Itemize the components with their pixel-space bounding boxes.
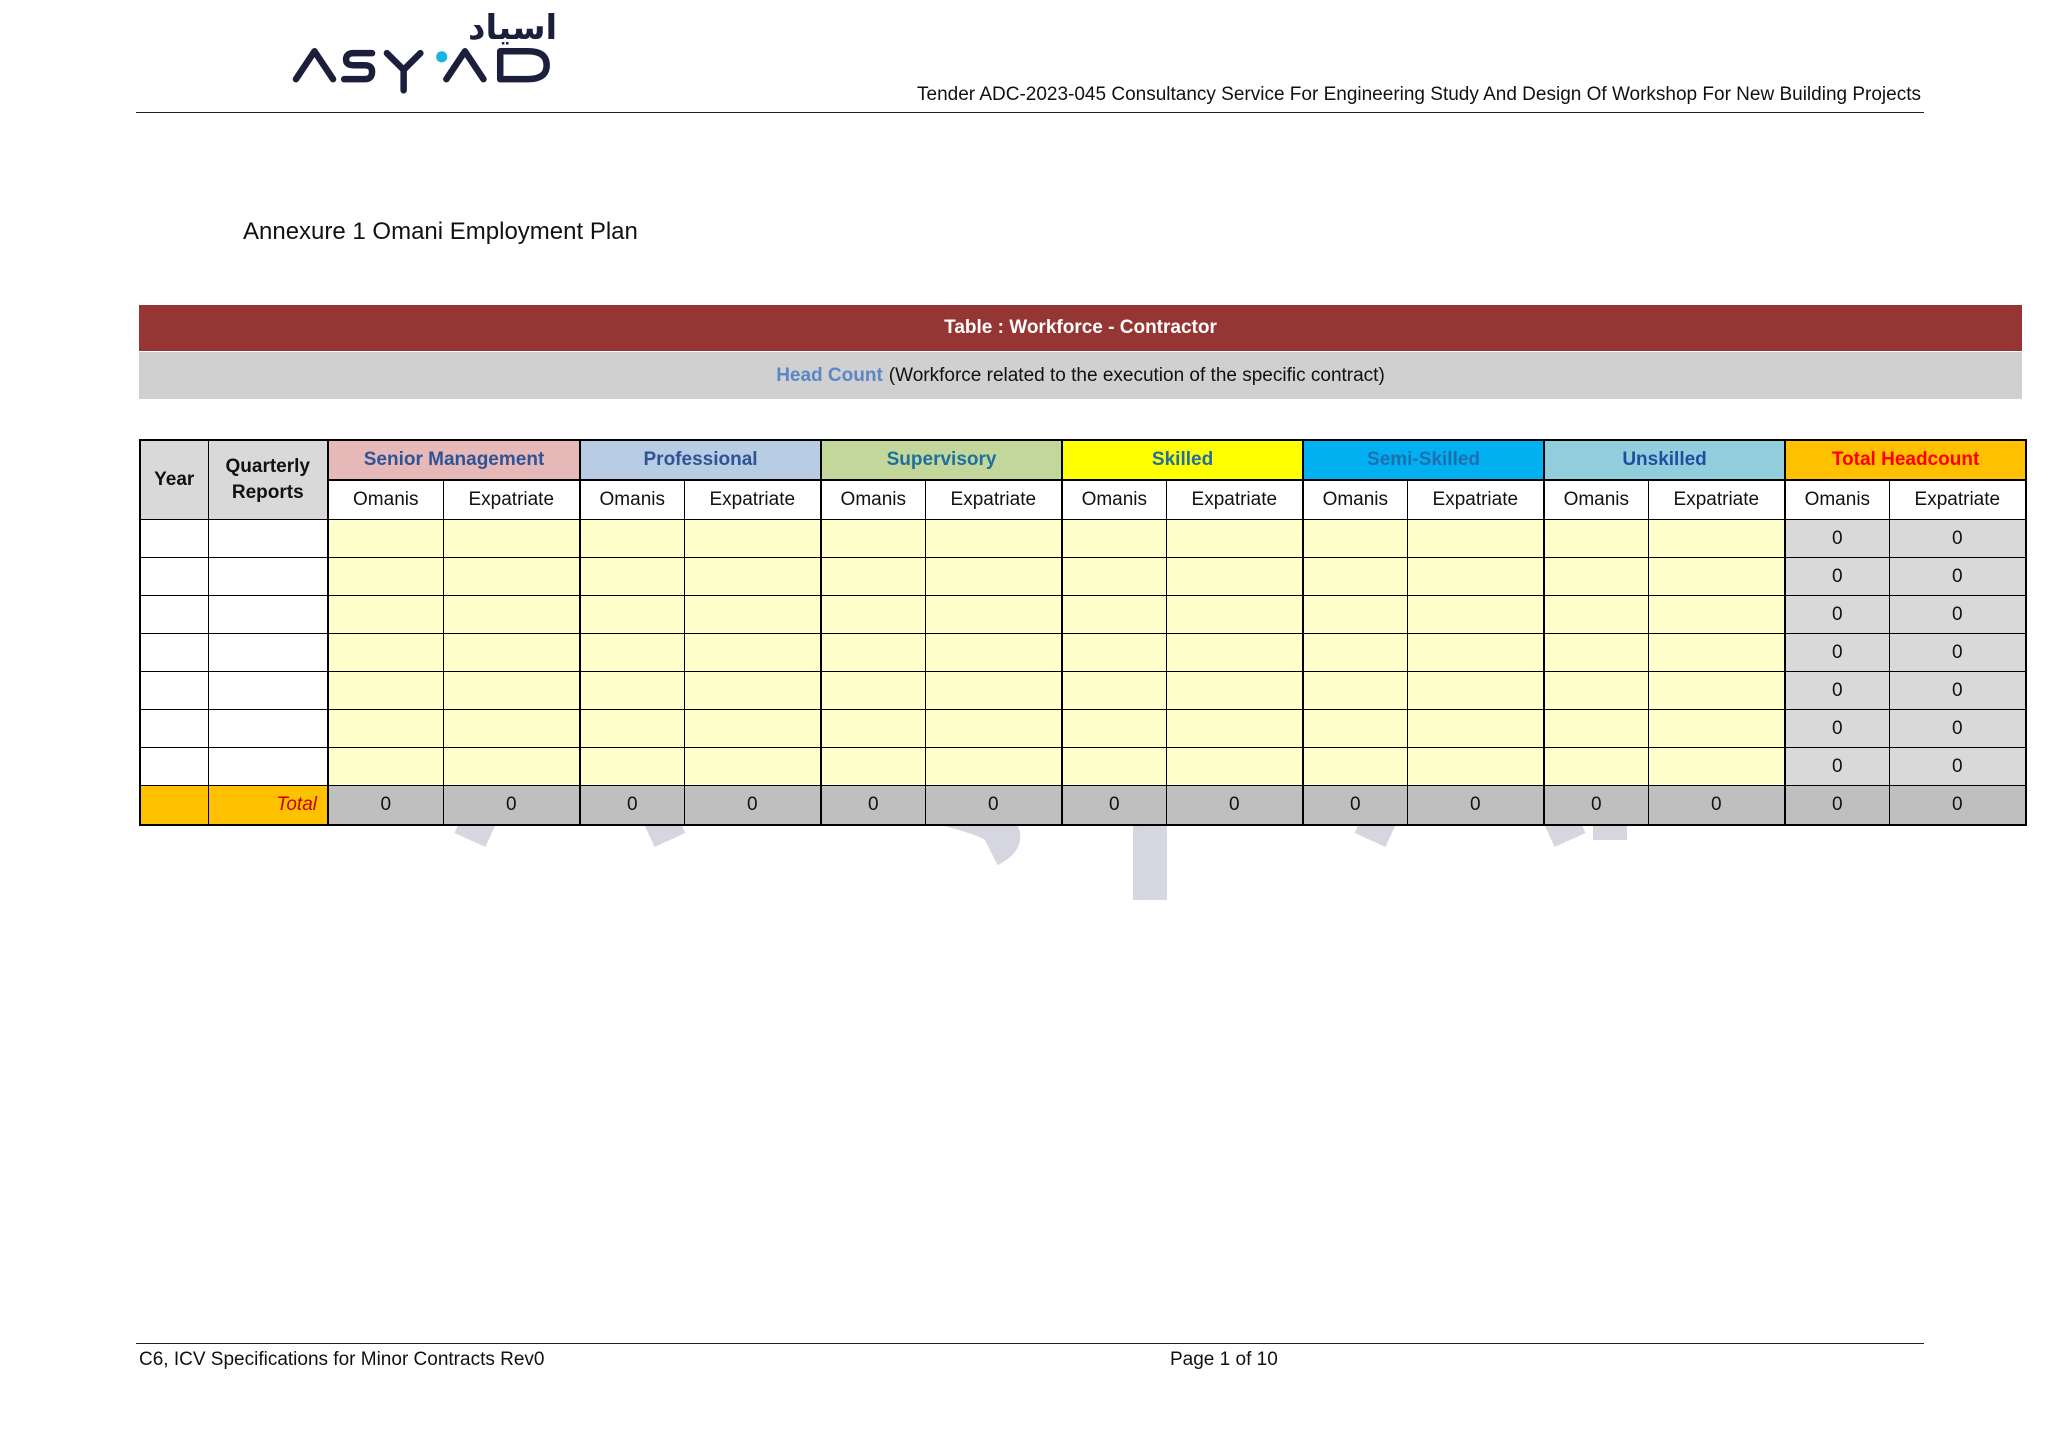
total-row-label: Total (208, 786, 328, 826)
omanis-input-cell[interactable] (821, 710, 925, 748)
omanis-input-cell[interactable] (821, 748, 925, 786)
subheader-expatriate: Expatriate (1166, 480, 1303, 520)
omanis-input-cell[interactable] (1544, 520, 1648, 558)
footer-page-number: Page 1 of 10 (1170, 1349, 1278, 1370)
group-header-unskilled: Unskilled (1544, 440, 1785, 480)
expatriate-input-cell[interactable] (1648, 710, 1785, 748)
table-row (140, 596, 2026, 634)
expatriate-input-cell[interactable] (443, 634, 580, 672)
year-cell[interactable] (140, 596, 208, 634)
table-row (140, 710, 2026, 748)
table-row (140, 520, 2026, 558)
omanis-input-cell[interactable] (328, 672, 443, 710)
expatriate-input-cell[interactable] (925, 634, 1062, 672)
total-expatriate-cell: 0 (1889, 748, 2026, 786)
expatriate-input-cell[interactable] (684, 710, 821, 748)
omanis-input-cell[interactable] (580, 672, 684, 710)
subheader-expatriate: Expatriate (443, 480, 580, 520)
expatriate-input-cell[interactable] (925, 520, 1062, 558)
omanis-input-cell[interactable] (1303, 596, 1407, 634)
expatriate-input-cell[interactable] (1407, 634, 1544, 672)
expatriate-input-cell[interactable] (1166, 634, 1303, 672)
omanis-input-cell[interactable] (1303, 558, 1407, 596)
expatriate-input-cell[interactable] (1407, 596, 1544, 634)
omanis-input-cell[interactable] (1062, 748, 1166, 786)
omanis-input-cell[interactable] (580, 520, 684, 558)
total-omanis-cell: 0 (1785, 520, 1889, 558)
omanis-input-cell[interactable] (1062, 672, 1166, 710)
total-expatriate-value: 0 (1166, 786, 1303, 826)
omanis-input-cell[interactable] (328, 710, 443, 748)
expatriate-input-cell[interactable] (684, 634, 821, 672)
subheader-expatriate: Expatriate (1889, 480, 2026, 520)
expatriate-input-cell[interactable] (1648, 596, 1785, 634)
expatriate-input-cell[interactable] (684, 520, 821, 558)
omanis-input-cell[interactable] (1062, 558, 1166, 596)
omanis-input-cell[interactable] (1062, 710, 1166, 748)
total-row (140, 786, 2026, 826)
total-omanis-value: 0 (1785, 786, 1889, 826)
table-row (140, 672, 2026, 710)
total-expatriate-cell: 0 (1889, 596, 2026, 634)
total-omanis-cell: 0 (1785, 596, 1889, 634)
omanis-input-cell[interactable] (1303, 520, 1407, 558)
subheader-row (140, 480, 2026, 520)
expatriate-input-cell[interactable] (1407, 710, 1544, 748)
omanis-input-cell[interactable] (580, 710, 684, 748)
total-omanis-value: 0 (328, 786, 443, 826)
omanis-input-cell[interactable] (821, 558, 925, 596)
table-row (140, 634, 2026, 672)
footer-document-name: C6, ICV Specifications for Minor Contracts Rev0 (139, 1349, 545, 1370)
expatriate-input-cell[interactable] (1407, 672, 1544, 710)
year-cell[interactable] (140, 634, 208, 672)
subheader-omanis: Omanis (1544, 480, 1648, 520)
header-divider (136, 112, 1924, 113)
table-title-banner: Table : Workforce - Contractor (139, 305, 2022, 351)
group-header-supervisory: Supervisory (821, 440, 1062, 480)
expatriate-input-cell[interactable] (1166, 748, 1303, 786)
quarter-cell[interactable] (208, 558, 328, 596)
total-expatriate-value: 0 (925, 786, 1062, 826)
group-header-skilled: Skilled (1062, 440, 1303, 480)
omanis-input-cell[interactable] (1303, 634, 1407, 672)
tender-title: Tender ADC-2023-045 Consultancy Service For Engineering Study And Design Of Workshop For New Building Projects (917, 84, 1921, 105)
total-row-spacer (140, 786, 208, 826)
annex-title: Annexure 1 Omani Employment Plan (243, 218, 638, 245)
expatriate-input-cell[interactable] (925, 558, 1062, 596)
subheader-omanis: Omanis (1062, 480, 1166, 520)
subheader-expatriate: Expatriate (925, 480, 1062, 520)
table-row (140, 558, 2026, 596)
total-omanis-cell: 0 (1785, 558, 1889, 596)
omanis-input-cell[interactable] (1544, 596, 1648, 634)
group-header-row (140, 440, 2026, 480)
expatriate-input-cell[interactable] (443, 672, 580, 710)
subheader-omanis: Omanis (821, 480, 925, 520)
total-omanis-cell: 0 (1785, 672, 1889, 710)
expatriate-input-cell[interactable] (1648, 558, 1785, 596)
quarter-cell[interactable] (208, 672, 328, 710)
total-omanis-value: 0 (1544, 786, 1648, 826)
total-expatriate-cell: 0 (1889, 558, 2026, 596)
expatriate-input-cell[interactable] (443, 520, 580, 558)
quarter-cell[interactable] (208, 710, 328, 748)
expatriate-input-cell[interactable] (684, 558, 821, 596)
group-header-semi-skilled: Semi-Skilled (1303, 440, 1544, 480)
year-cell[interactable] (140, 710, 208, 748)
total-omanis-cell: 0 (1785, 710, 1889, 748)
expatriate-input-cell[interactable] (1407, 558, 1544, 596)
expatriate-input-cell[interactable] (1407, 748, 1544, 786)
asyad-logo (138, 6, 558, 92)
omanis-input-cell[interactable] (1303, 710, 1407, 748)
group-header-total-headcount: Total Headcount (1785, 440, 2026, 480)
omanis-input-cell[interactable] (1062, 634, 1166, 672)
year-cell[interactable] (140, 520, 208, 558)
omanis-input-cell[interactable] (580, 596, 684, 634)
omanis-input-cell[interactable] (1544, 672, 1648, 710)
subheader-omanis: Omanis (328, 480, 443, 520)
expatriate-input-cell[interactable] (1166, 520, 1303, 558)
footer-divider (136, 1343, 1924, 1344)
expatriate-input-cell[interactable] (443, 558, 580, 596)
omanis-input-cell[interactable] (821, 672, 925, 710)
subheader-expatriate: Expatriate (1407, 480, 1544, 520)
total-expatriate-cell: 0 (1889, 710, 2026, 748)
logo-arabic-text: اسياد (468, 8, 558, 48)
omanis-input-cell[interactable] (1544, 748, 1648, 786)
omanis-input-cell[interactable] (821, 520, 925, 558)
expatriate-input-cell[interactable] (684, 596, 821, 634)
subheader-omanis: Omanis (1303, 480, 1407, 520)
expatriate-input-cell[interactable] (684, 672, 821, 710)
total-expatriate-value: 0 (1889, 786, 2026, 826)
total-expatriate-value: 0 (443, 786, 580, 826)
omanis-input-cell[interactable] (328, 634, 443, 672)
workforce-table (139, 439, 2027, 826)
total-expatriate-cell: 0 (1889, 520, 2026, 558)
omanis-input-cell[interactable] (580, 748, 684, 786)
quarter-cell[interactable] (208, 596, 328, 634)
omanis-input-cell[interactable] (1062, 520, 1166, 558)
omanis-input-cell[interactable] (580, 558, 684, 596)
omanis-input-cell[interactable] (580, 634, 684, 672)
expatriate-input-cell[interactable] (1648, 672, 1785, 710)
year-cell[interactable] (140, 748, 208, 786)
subheader-omanis: Omanis (1785, 480, 1889, 520)
total-omanis-value: 0 (821, 786, 925, 826)
quarter-cell[interactable] (208, 748, 328, 786)
expatriate-input-cell[interactable] (1648, 748, 1785, 786)
expatriate-input-cell[interactable] (684, 748, 821, 786)
expatriate-input-cell[interactable] (443, 710, 580, 748)
total-omanis-cell: 0 (1785, 748, 1889, 786)
group-header-senior-management: Senior Management (328, 440, 580, 480)
total-omanis-value: 0 (1303, 786, 1407, 826)
total-expatriate-value: 0 (1648, 786, 1785, 826)
expatriate-input-cell[interactable] (1166, 710, 1303, 748)
omanis-input-cell[interactable] (1062, 596, 1166, 634)
total-omanis-cell: 0 (1785, 634, 1889, 672)
expatriate-input-cell[interactable] (1648, 634, 1785, 672)
logo-latin-wordmark (280, 42, 570, 94)
table-subtitle-banner (139, 352, 2022, 399)
subheader-expatriate: Expatriate (684, 480, 821, 520)
omanis-input-cell[interactable] (328, 520, 443, 558)
omanis-input-cell[interactable] (1303, 672, 1407, 710)
omanis-input-cell[interactable] (328, 596, 443, 634)
expatriate-input-cell[interactable] (1407, 520, 1544, 558)
head-count-description: (Workforce related to the execution of the specific contract) (888, 364, 1385, 386)
year-header: Year (140, 440, 208, 520)
table-row (140, 748, 2026, 786)
quarter-cell[interactable] (208, 520, 328, 558)
omanis-input-cell[interactable] (1544, 710, 1648, 748)
omanis-input-cell[interactable] (1544, 558, 1648, 596)
omanis-input-cell[interactable] (1303, 748, 1407, 786)
group-header-professional: Professional (580, 440, 821, 480)
total-omanis-value: 0 (580, 786, 684, 826)
omanis-input-cell[interactable] (328, 558, 443, 596)
total-expatriate-value: 0 (684, 786, 821, 826)
subheader-expatriate: Expatriate (1648, 480, 1785, 520)
total-expatriate-cell: 0 (1889, 634, 2026, 672)
total-expatriate-value: 0 (1407, 786, 1544, 826)
year-cell[interactable] (140, 558, 208, 596)
omanis-input-cell[interactable] (1544, 634, 1648, 672)
expatriate-input-cell[interactable] (925, 596, 1062, 634)
omanis-input-cell[interactable] (821, 596, 925, 634)
omanis-input-cell[interactable] (821, 634, 925, 672)
quarter-cell[interactable] (208, 634, 328, 672)
expatriate-input-cell[interactable] (443, 748, 580, 786)
subheader-omanis: Omanis (580, 480, 684, 520)
expatriate-input-cell[interactable] (443, 596, 580, 634)
expatriate-input-cell[interactable] (1166, 558, 1303, 596)
year-cell[interactable] (140, 672, 208, 710)
total-expatriate-cell: 0 (1889, 672, 2026, 710)
expatriate-input-cell[interactable] (1648, 520, 1785, 558)
total-omanis-value: 0 (1062, 786, 1166, 826)
expatriate-input-cell[interactable] (925, 748, 1062, 786)
quarterly-reports-header: Quarterly Reports (208, 440, 328, 520)
head-count-label: Head Count (776, 364, 883, 386)
expatriate-input-cell[interactable] (925, 672, 1062, 710)
expatriate-input-cell[interactable] (1166, 596, 1303, 634)
expatriate-input-cell[interactable] (1166, 672, 1303, 710)
expatriate-input-cell[interactable] (925, 710, 1062, 748)
omanis-input-cell[interactable] (328, 748, 443, 786)
